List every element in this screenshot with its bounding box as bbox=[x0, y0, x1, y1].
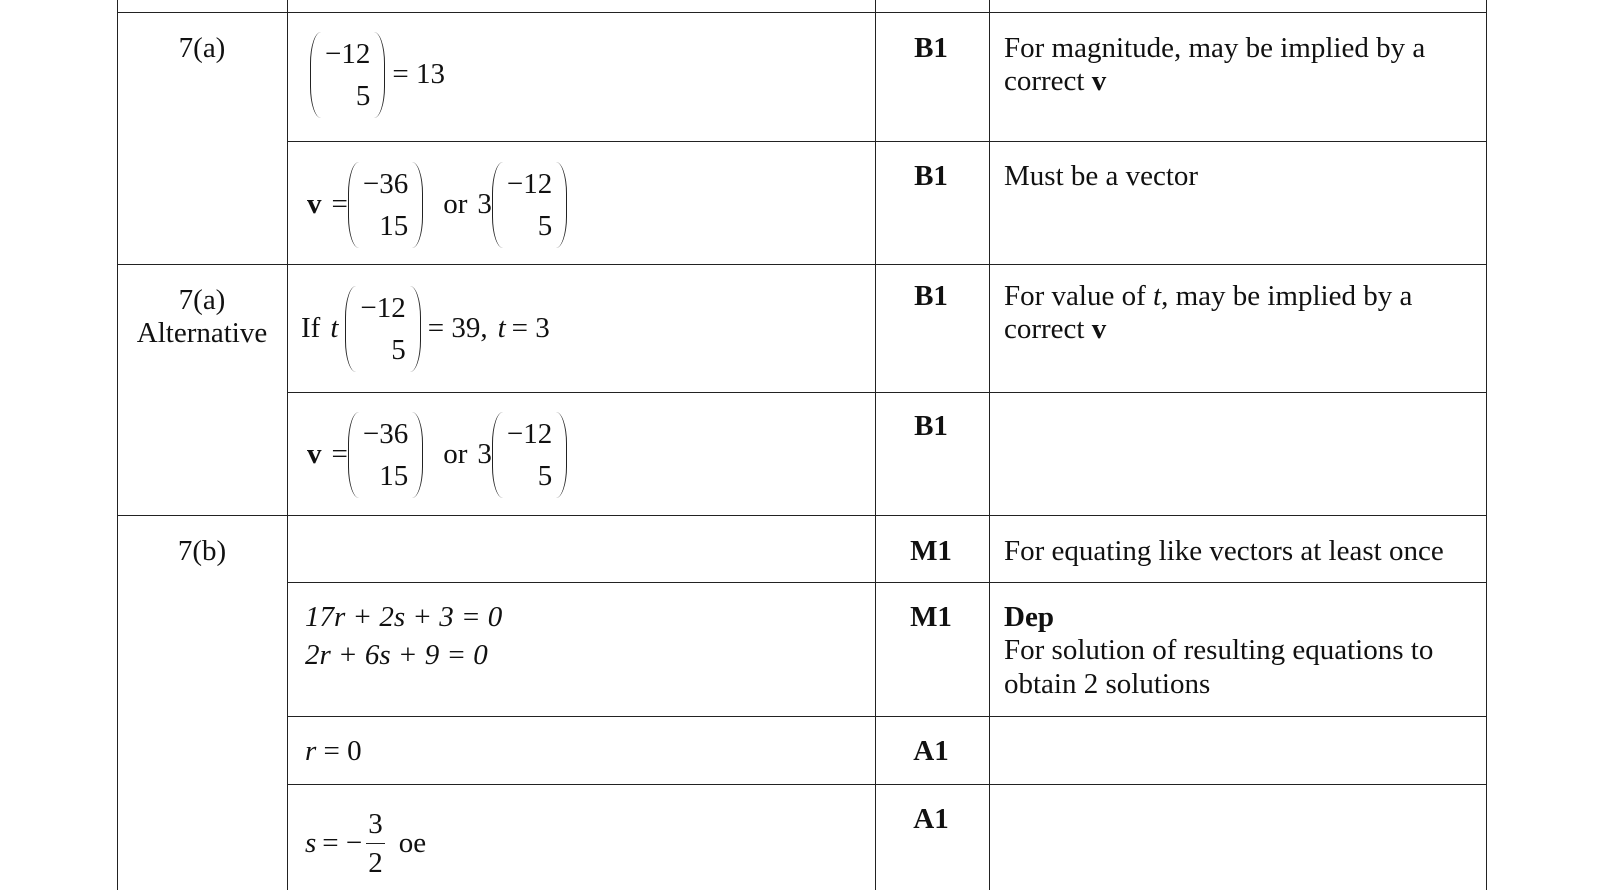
guidance-note bbox=[1004, 32, 1494, 99]
v-label: v bbox=[307, 188, 322, 221]
vector-top: −12 bbox=[360, 292, 406, 324]
v-label: v bbox=[307, 438, 322, 471]
question-label: 7(a) bbox=[178, 32, 226, 64]
mark-code: B1 bbox=[914, 32, 948, 64]
mark-code: A1 bbox=[913, 803, 949, 835]
magnitude-result: = 39, bbox=[427, 312, 488, 345]
variable: r bbox=[305, 735, 317, 767]
equals-sign: = bbox=[331, 438, 348, 471]
mark-code: M1 bbox=[910, 601, 952, 633]
question-label bbox=[117, 284, 287, 351]
column-vector bbox=[348, 412, 423, 498]
row-divider bbox=[287, 582, 1487, 583]
guidance-text: correct v bbox=[1004, 65, 1107, 98]
t-variable: t bbox=[497, 312, 506, 345]
table-border-left bbox=[117, 0, 118, 890]
oe-note: oe bbox=[398, 826, 427, 859]
guidance-note bbox=[1004, 601, 1494, 701]
mark-code: B1 bbox=[914, 160, 948, 192]
scalar: 3 bbox=[477, 188, 492, 221]
mark-code: A1 bbox=[913, 735, 949, 767]
row-divider bbox=[117, 264, 1487, 265]
vector-answer bbox=[307, 412, 567, 498]
vector-top: −12 bbox=[506, 168, 553, 200]
question-number: 7(a) bbox=[178, 284, 226, 316]
column-vector bbox=[348, 162, 423, 248]
vector-bottom: 5 bbox=[355, 80, 371, 112]
guidance-text: For solution of resulting equations to bbox=[1004, 634, 1434, 667]
row-divider bbox=[287, 784, 1487, 785]
row-divider bbox=[117, 12, 1487, 13]
row-divider bbox=[117, 515, 1487, 516]
guidance-note bbox=[1004, 280, 1494, 347]
numerator: 3 bbox=[366, 805, 385, 844]
denominator: 2 bbox=[368, 847, 383, 879]
vector-top: −12 bbox=[325, 38, 371, 70]
mark-code: M1 bbox=[910, 535, 952, 567]
question-variant: Alternative bbox=[136, 317, 268, 350]
mark-code: B1 bbox=[914, 280, 948, 312]
column-vector bbox=[345, 286, 420, 372]
column-vector bbox=[492, 162, 567, 248]
vector-bottom: 15 bbox=[379, 460, 409, 492]
question-label: 7(b) bbox=[177, 535, 227, 567]
row-divider bbox=[287, 392, 1487, 393]
answer-r bbox=[305, 735, 362, 768]
or-text: or bbox=[443, 188, 468, 221]
or-text: or bbox=[443, 438, 468, 471]
value-prefix: = − bbox=[322, 826, 363, 859]
equation-2: 2r + 6s + 9 = 0 bbox=[305, 639, 488, 672]
t-value: = 3 bbox=[511, 312, 550, 345]
fraction bbox=[366, 805, 385, 882]
magnitude-expression bbox=[303, 32, 445, 118]
row-divider bbox=[287, 141, 1487, 142]
t-variable: t bbox=[330, 312, 339, 345]
vector-top: −36 bbox=[362, 418, 409, 450]
guidance-note: For equating like vectors at least once bbox=[1004, 535, 1444, 567]
column-divider-3 bbox=[989, 0, 990, 890]
vector-answer bbox=[307, 162, 567, 248]
simultaneous-equations bbox=[305, 601, 502, 673]
vector-bottom: 5 bbox=[391, 334, 406, 366]
column-divider-1 bbox=[287, 0, 288, 890]
answer-s bbox=[305, 805, 426, 882]
vector-bottom: 5 bbox=[537, 460, 553, 492]
vector-top: −12 bbox=[506, 418, 553, 450]
column-vector bbox=[310, 32, 385, 118]
table-border-right bbox=[1486, 0, 1487, 890]
if-text: If bbox=[301, 312, 321, 345]
guidance-text: For value of t, may be implied by a bbox=[1004, 280, 1413, 312]
variable: s bbox=[305, 826, 317, 859]
dep-label: Dep bbox=[1004, 601, 1054, 633]
magnitude-result: = 13 bbox=[392, 58, 445, 91]
magnitude-expression bbox=[301, 286, 550, 372]
guidance-note: Must be a vector bbox=[1004, 160, 1199, 192]
scalar: 3 bbox=[477, 438, 492, 471]
row-divider bbox=[287, 716, 1487, 717]
guidance-text: For magnitude, may be implied by a bbox=[1004, 32, 1426, 64]
vector-bottom: 5 bbox=[537, 210, 553, 242]
equals-sign: = bbox=[331, 188, 348, 221]
guidance-text: obtain 2 solutions bbox=[1004, 667, 1211, 700]
vector-top: −36 bbox=[362, 168, 409, 200]
guidance-text: correct v bbox=[1004, 313, 1107, 346]
equation-1: 17r + 2s + 3 = 0 bbox=[305, 601, 503, 633]
column-vector bbox=[492, 412, 567, 498]
value: = 0 bbox=[323, 735, 362, 767]
vector-bottom: 15 bbox=[379, 210, 409, 242]
mark-code: B1 bbox=[914, 410, 948, 442]
